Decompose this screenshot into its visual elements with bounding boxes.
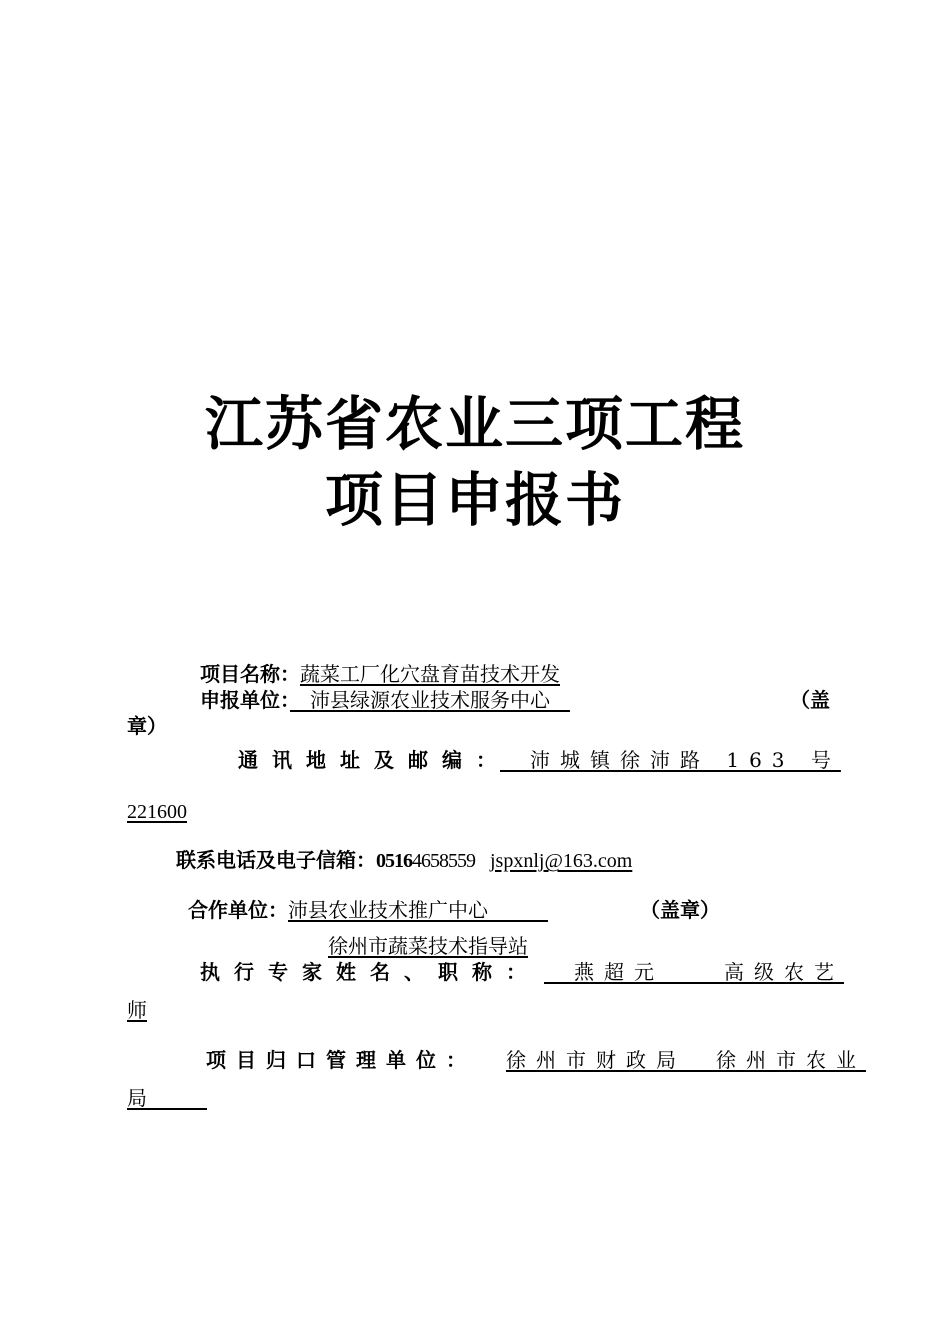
management-cont-row xyxy=(127,1084,207,1114)
address-row xyxy=(238,746,841,776)
applicant-row xyxy=(200,686,570,716)
email-value: jspxnlj@163.com xyxy=(490,850,633,872)
phone-area-code: 0516 xyxy=(376,850,412,872)
contact-row xyxy=(176,846,632,876)
project-name-value: 蔬菜工厂化穴盘育苗技术开发 xyxy=(300,662,560,686)
partner-value-1: 沛县农业技术推广中心 xyxy=(288,898,548,922)
partner-label: 合作单位： xyxy=(188,898,288,922)
document-title-line1: 江苏省农业三项工程 xyxy=(204,390,745,458)
partner-row xyxy=(188,896,548,926)
management-row xyxy=(206,1046,866,1076)
expert-title-cont: 师 xyxy=(127,998,147,1022)
address-value: 沛城镇徐沛路 163 号 xyxy=(500,748,841,772)
document-title-line2: 项目申报书 xyxy=(324,466,625,534)
applicant-value: 沛县绿源农业技术服务中心 xyxy=(290,688,570,712)
expert-cont-row xyxy=(127,996,147,1026)
phone-number: 4658559 xyxy=(412,850,475,872)
applicant-seal-b: 章） xyxy=(127,714,167,738)
expert-row xyxy=(200,958,844,988)
expert-label: 执行专家姓名、职称： xyxy=(200,960,530,984)
management-label: 项目归口管理单位： xyxy=(206,1048,476,1072)
address-label: 通讯地址及邮编： xyxy=(238,748,500,772)
partner-value-2: 徐州市蔬菜技术指导站 xyxy=(328,934,528,958)
partner-seal: （盖章） xyxy=(640,898,720,922)
contact-label: 联系电话及电子信箱： xyxy=(176,848,376,872)
applicant-seal-a: （盖 xyxy=(790,688,830,712)
management-value: 徐州市财政局 徐州市农业 xyxy=(506,1048,866,1072)
address-postcode: 221600 xyxy=(127,801,187,823)
address-cont-row xyxy=(127,798,187,827)
project-name-label: 项目名称： xyxy=(200,662,300,686)
management-value-cont: 局 xyxy=(127,1086,207,1110)
expert-value: 燕超元 高级农艺 xyxy=(544,960,844,984)
applicant-label: 申报单位： xyxy=(200,688,290,712)
